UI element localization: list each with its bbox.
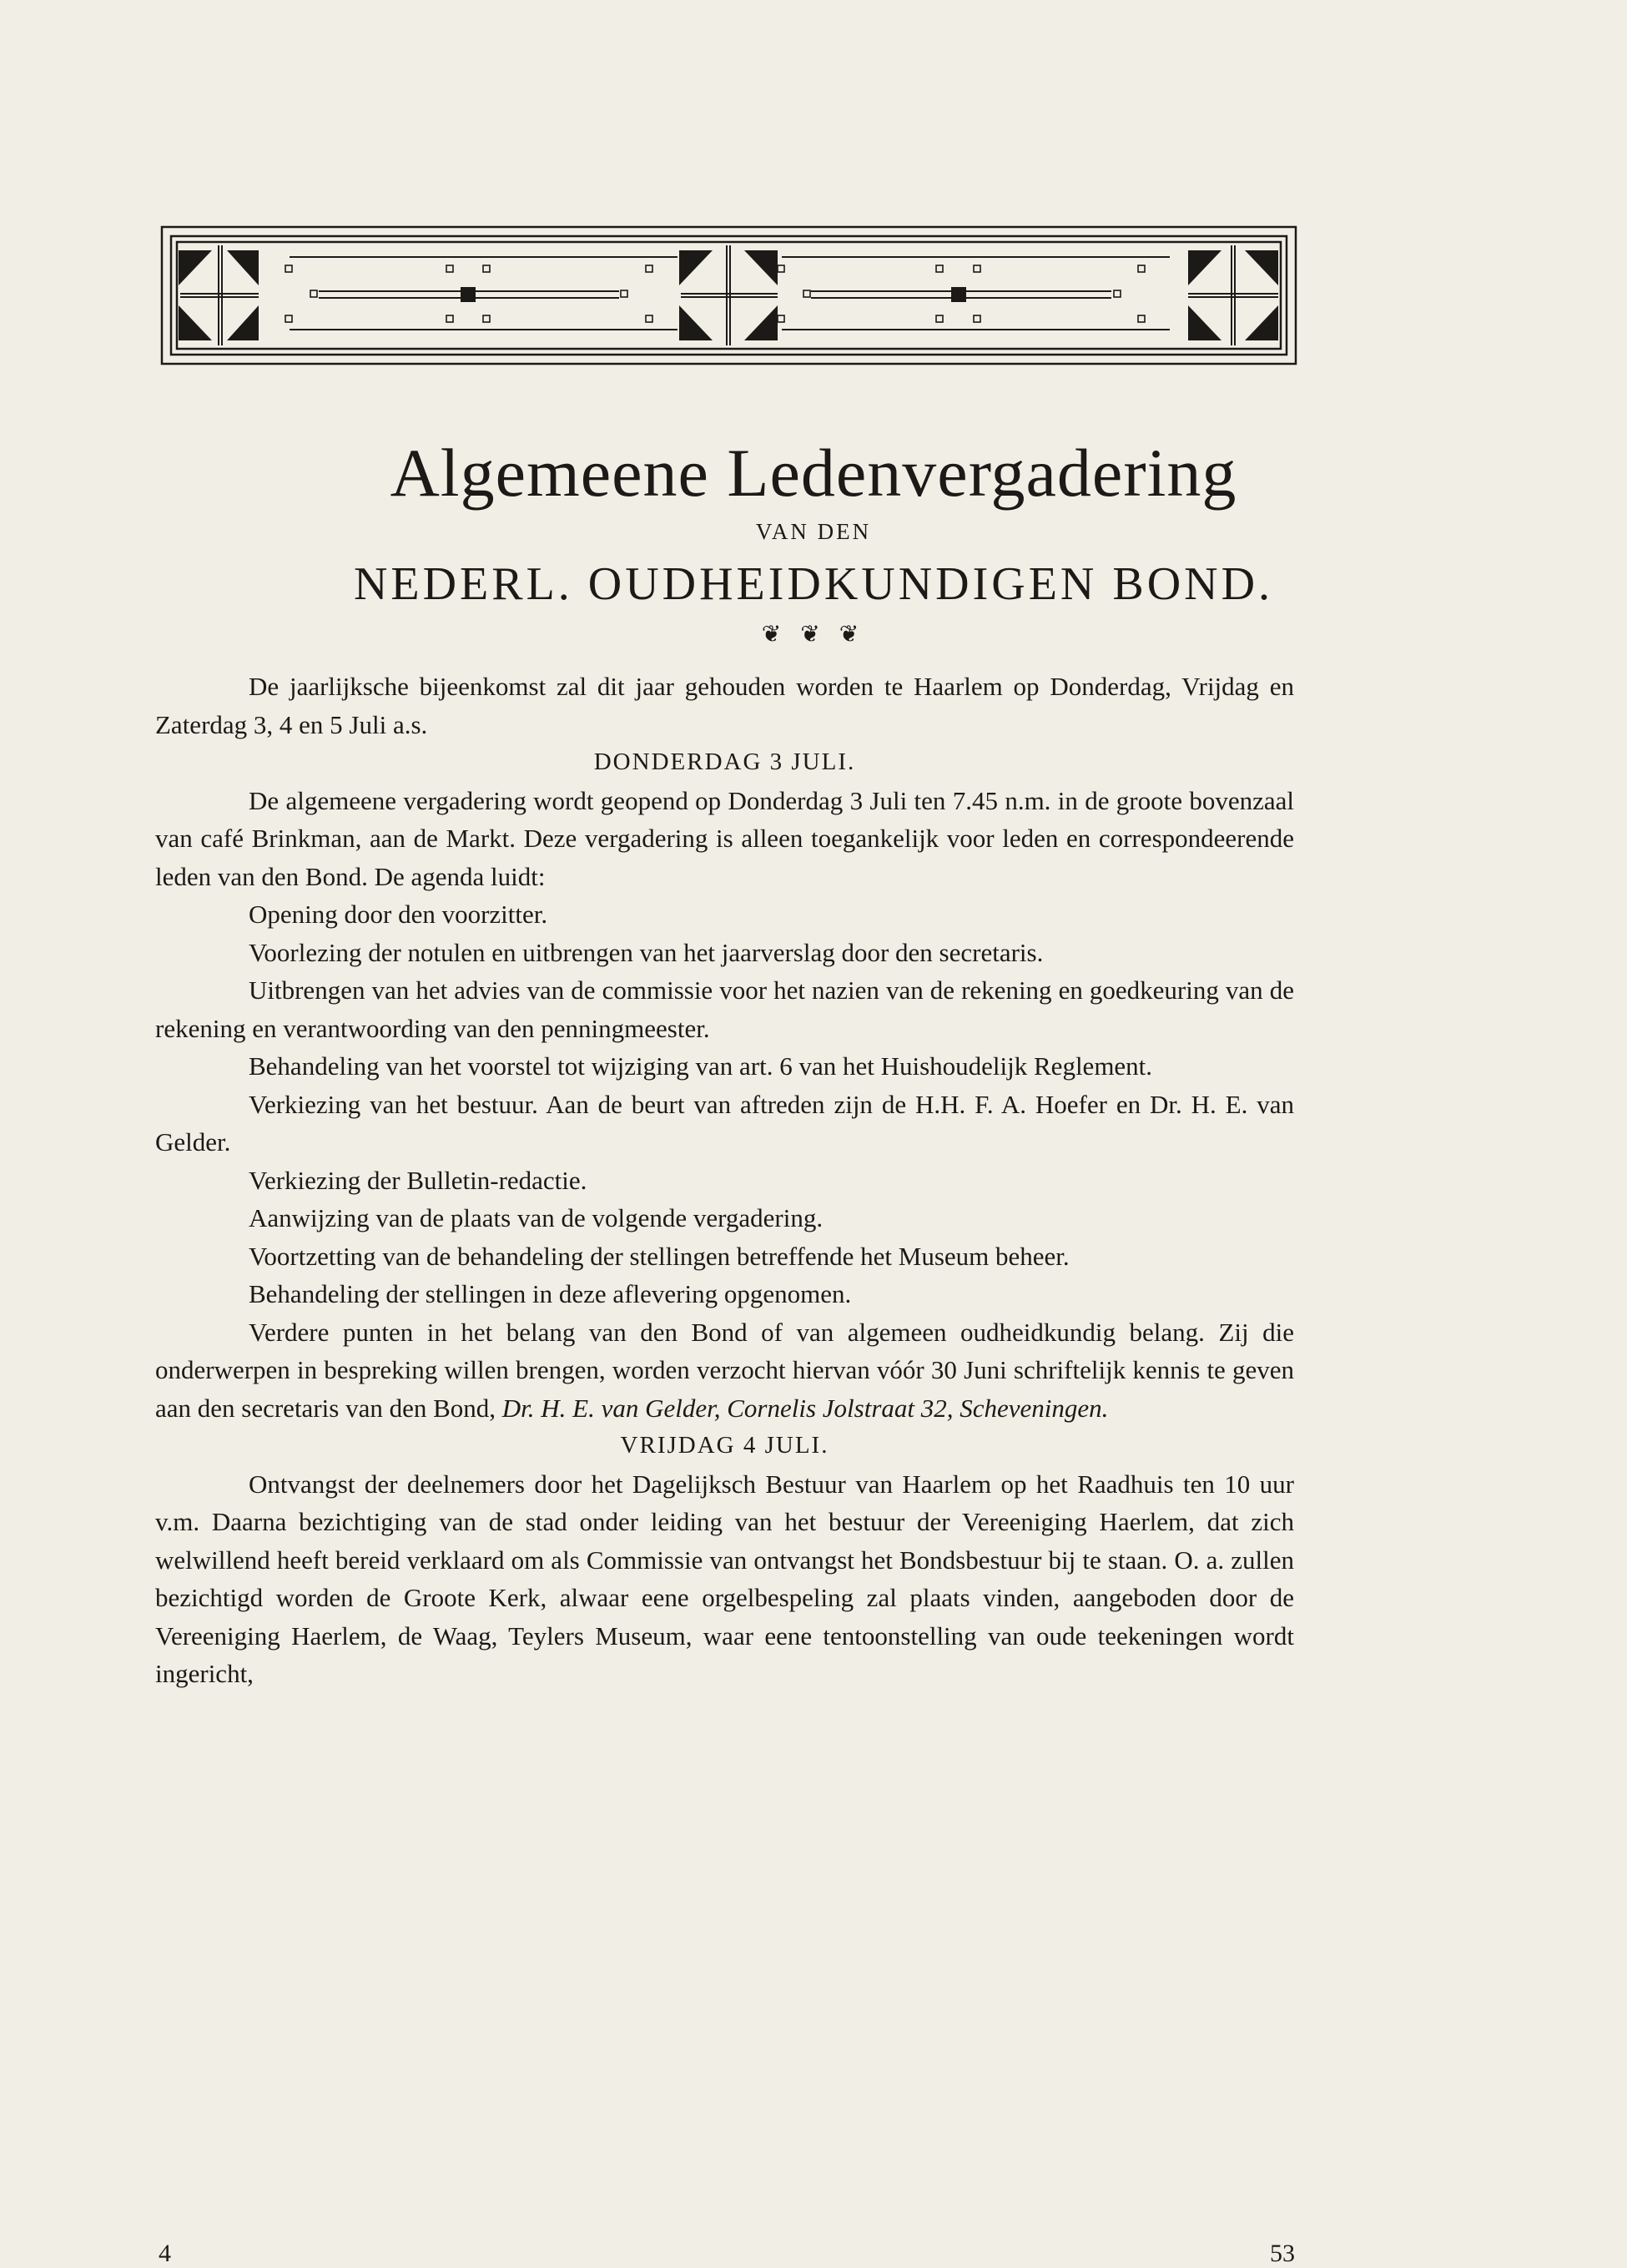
page-number: 53 (1270, 2240, 1295, 2267)
title-subtitle: VAN DEN (755, 519, 872, 544)
agenda-item: Opening door den voorzitter. (249, 900, 548, 929)
closing-paragraph (155, 1313, 1294, 1428)
decorative-border-ornament (160, 225, 1297, 365)
agenda-item: Voortzetting van de behandeling der stellingen betreffende het Museum beheer. (249, 1241, 1070, 1271)
page-title: Algemeene Ledenvergadering (390, 435, 1237, 511)
agenda-item: Voorlezing der notulen en uitbrengen van het jaarverslag door den secretaris. (249, 937, 1044, 967)
agenda-item: Uitbrengen van het advies van de commissie voor het nazien van de rekening en goedkeuring van de rekening en verantwoording van den penningmeester. (155, 975, 1294, 1043)
signature-mark: 4 (159, 2240, 171, 2267)
section-heading-friday: VRIJDAG 4 JULI. (620, 1432, 829, 1459)
paragraph: De algemeene vergadering wordt geopend op Donderdag 3 Juli ten 7.45 n.m. in de groote bovenzaal van café Brinkman, aan de Markt. Deze vergadering is alleen toegankelijk voor leden en correspondeerende leden van den Bond. De agenda luidt: (155, 785, 1294, 891)
organization-name: NEDERL. OUDHEIDKUNDIGEN BOND. (353, 558, 1274, 610)
closing-paragraph-text: Verdere punten in het belang van den Bond of van algemeen oudheidkundig belang. Zij die onderwerpen in bespreking willen brengen, worden verzocht hiervan vóór 30 Juni schriftelijk kennis te geven aan den secretaris van den Bond, (155, 1317, 1294, 1423)
article-body (155, 668, 1294, 1693)
secretary-address: Dr. H. E. van Gelder, Cornelis Jolstraat 32, Scheveningen. (501, 1393, 1109, 1423)
section-heading-thursday: DONDERDAG 3 JULI. (593, 748, 856, 775)
fleuron-ornament: ❦ ❦ ❦ (761, 622, 866, 648)
friday-paragraph: Ontvangst der deelnemers door het Dagelijksch Bestuur van Haarlem op het Raadhuis ten 10 uur v.m. Daarna bezichtiging van de stad onder leiding van het bestuur der Vereeniging Haerlem, dat zich welwillend heeft bereid verklaard om als Commissie van ontvangst het Bondsbestuur bij te staan. O. a. zullen bezichtigd worden de Groote Kerk, alwaar eene orgelbespeling zal plaats vinden, aangeboden door de Vereeniging Haerlem, de Waag, Teylers Museum, waar eene tentoonstelling van oude teekeningen wordt ingericht, (155, 1469, 1294, 1688)
intro-paragraph: De jaarlijksche bijeenkomst zal dit jaar gehouden worden te Haarlem op Donderdag, Vrijdag en Zaterdag 3, 4 en 5 Juli a.s. (155, 672, 1294, 739)
agenda-item: Verkiezing der Bulletin-redactie. (249, 1165, 587, 1195)
agenda-item: Behandeling der stellingen in deze aflevering opgenomen. (249, 1279, 852, 1308)
agenda-item: Behandeling van het voorstel tot wijziging van art. 6 van het Huishoudelijk Reglement. (249, 1051, 1153, 1081)
agenda-item: Aanwijzing van de plaats van de volgende vergadering. (249, 1203, 824, 1232)
agenda-item: Verkiezing van het bestuur. Aan de beurt van aftreden zijn de H.H. F. A. Hoefer en Dr. H. E. van Gelder. (155, 1089, 1294, 1157)
